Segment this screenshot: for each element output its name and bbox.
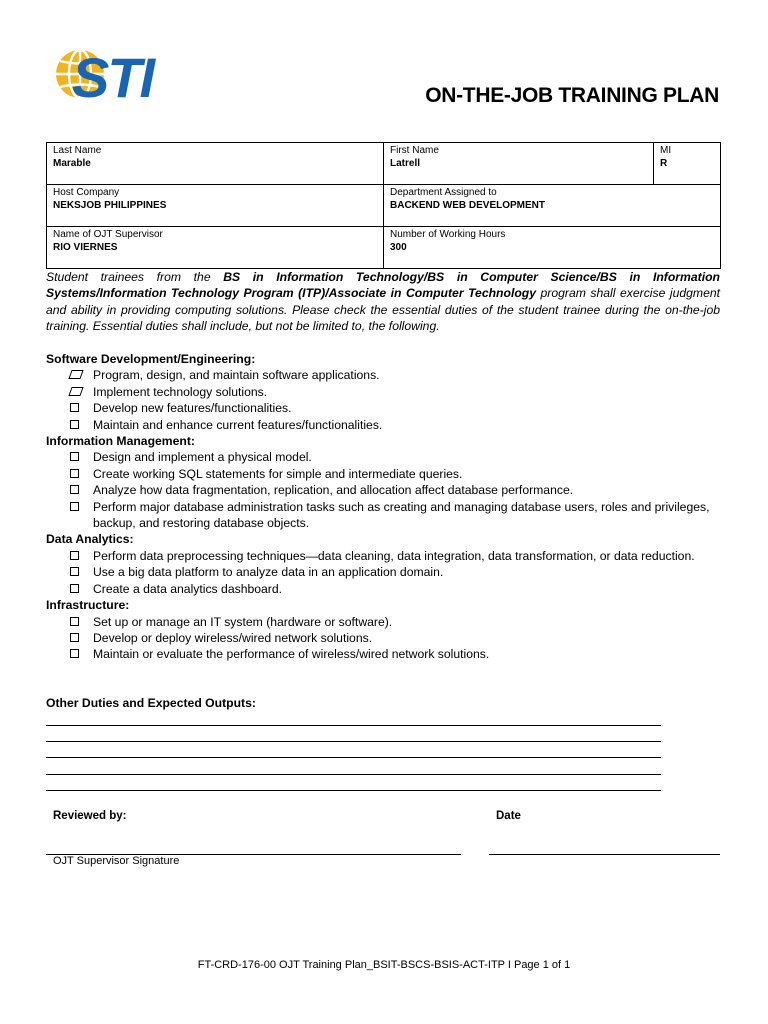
duty-item[interactable] <box>46 630 720 646</box>
working-hours-label: Number of Working Hours <box>390 229 506 240</box>
duty-item[interactable] <box>46 548 720 564</box>
duty-text: Use a big data platform to analyze data in an application domain. <box>93 565 444 580</box>
duty-text: Analyze how data fragmentation, replication, and allocation affect database performance. <box>93 483 574 498</box>
checkbox-icon[interactable] <box>70 617 79 626</box>
duty-item[interactable] <box>46 400 720 416</box>
checkbox-icon[interactable] <box>70 567 79 576</box>
section-title: Data Analytics: <box>46 532 134 547</box>
checkbox-icon[interactable] <box>68 387 83 396</box>
duty-text: Create working SQL statements for simple and intermediate queries. <box>93 466 463 481</box>
mi-cell[interactable] <box>654 143 721 185</box>
section-title: Infrastructure: <box>46 598 130 613</box>
department-value: BACKEND WEB DEVELOPMENT <box>390 200 546 211</box>
host-company-cell[interactable] <box>47 185 384 227</box>
intro-text-end: program shall exercise judgment and ability in providing computing solutions. Please check the essential duties of the student trainee during the on-the-job training. Essential duties shall include, but not be limited to, the following. <box>46 286 721 333</box>
supervisor-label: Name of OJT Supervisor <box>53 229 163 240</box>
other-duties-line[interactable] <box>46 757 661 758</box>
last-name-label: Last Name <box>53 145 102 156</box>
intro-programs: BS in Information Technology/BS in Computer Science/BS in Information Systems/Information Technology Program (ITP)/Associate in Computer Technology <box>46 270 720 301</box>
duty-item[interactable] <box>46 581 720 597</box>
intro-paragraph <box>46 269 720 334</box>
other-duties-title: Other Duties and Expected Outputs: <box>46 696 256 710</box>
supervisor-cell[interactable] <box>47 227 384 269</box>
sti-logo <box>52 42 186 106</box>
duty-text: Implement technology solutions. <box>93 384 268 399</box>
duty-item[interactable] <box>46 417 720 433</box>
other-duties-line[interactable] <box>46 790 661 791</box>
checkbox-icon[interactable] <box>70 502 79 511</box>
duty-item[interactable] <box>46 482 720 498</box>
duty-item[interactable] <box>46 367 720 383</box>
duty-text: Maintain or evaluate the performance of wireless/wired network solutions. <box>93 647 490 662</box>
duty-item[interactable] <box>46 384 720 400</box>
host-company-label: Host Company <box>53 187 120 198</box>
first-name-value: Latrell <box>390 158 421 169</box>
mi-value: R <box>660 158 668 169</box>
checkbox-icon[interactable] <box>70 584 79 593</box>
duty-text: Develop new features/functionalities. <box>93 401 292 416</box>
section-title: Information Management: <box>46 434 195 449</box>
supervisor-value: RIO VIERNES <box>53 242 118 253</box>
host-company-value: NEKSJOB PHILIPPINES <box>53 200 167 211</box>
duty-text: Maintain and enhance current features/functionalities. <box>93 417 383 432</box>
working-hours-cell[interactable] <box>384 227 721 269</box>
section-title: Software Development/Engineering: <box>46 352 256 366</box>
duty-item[interactable] <box>46 646 720 662</box>
section-information-management <box>46 433 720 531</box>
checkbox-icon[interactable] <box>70 551 79 560</box>
duty-item[interactable] <box>46 449 720 465</box>
reviewed-by-label: Reviewed by: <box>53 810 127 822</box>
intro-text-start: Student trainees from the <box>46 270 224 284</box>
other-duties-line[interactable] <box>46 774 661 775</box>
svg-text:STI: STI <box>72 46 154 106</box>
duty-item[interactable] <box>46 466 720 482</box>
department-label: Department Assigned to <box>390 187 497 198</box>
document-title: ON-THE-JOB TRAINING PLAN <box>425 84 719 107</box>
duty-text: Set up or manage an IT system (hardware or software). <box>93 614 393 629</box>
section-software-development <box>46 351 720 433</box>
checkbox-icon[interactable] <box>70 420 79 429</box>
checkbox-icon[interactable] <box>70 649 79 658</box>
checkbox-icon[interactable] <box>68 370 83 379</box>
department-cell[interactable] <box>384 185 721 227</box>
checkbox-icon[interactable] <box>70 469 79 478</box>
duty-text: Perform data preprocessing techniques—data cleaning, data integration, data transformation, or data reduction. <box>93 548 695 563</box>
duty-item[interactable] <box>46 499 720 532</box>
working-hours-value: 300 <box>390 242 407 253</box>
duty-text: Perform major database administration tasks such as creating and managing database users, roles and privileges, backup, and restoring database objects. <box>93 499 710 531</box>
duty-text: Design and implement a physical model. <box>93 450 312 465</box>
date-label: Date <box>496 810 521 822</box>
date-line[interactable] <box>489 854 720 855</box>
page-footer: FT-CRD-176-00 OJT Training Plan_BSIT-BSCS-BSIS-ACT-ITP I Page 1 of 1 <box>197 959 571 971</box>
duty-item[interactable] <box>46 564 720 580</box>
section-infrastructure <box>46 597 720 663</box>
duty-item[interactable] <box>46 614 720 630</box>
other-duties-line[interactable] <box>46 725 661 726</box>
first-name-cell[interactable] <box>384 143 654 185</box>
trainee-info-table <box>46 142 721 269</box>
other-duties-line[interactable] <box>46 741 661 742</box>
duty-text: Develop or deploy wireless/wired network solutions. <box>93 630 373 645</box>
checkbox-icon[interactable] <box>70 452 79 461</box>
first-name-label: First Name <box>390 145 439 156</box>
signature-label: OJT Supervisor Signature <box>53 855 180 867</box>
last-name-value: Marable <box>53 158 91 169</box>
mi-label: MI <box>660 145 672 156</box>
duty-text: Create a data analytics dashboard. <box>93 581 283 596</box>
checkbox-icon[interactable] <box>70 633 79 642</box>
duty-text: Program, design, and maintain software applications. <box>93 368 380 383</box>
last-name-cell[interactable] <box>47 143 384 185</box>
section-data-analytics <box>46 531 720 597</box>
checkbox-icon[interactable] <box>70 403 79 412</box>
checkbox-icon[interactable] <box>70 485 79 494</box>
essential-duties-list <box>46 351 720 663</box>
